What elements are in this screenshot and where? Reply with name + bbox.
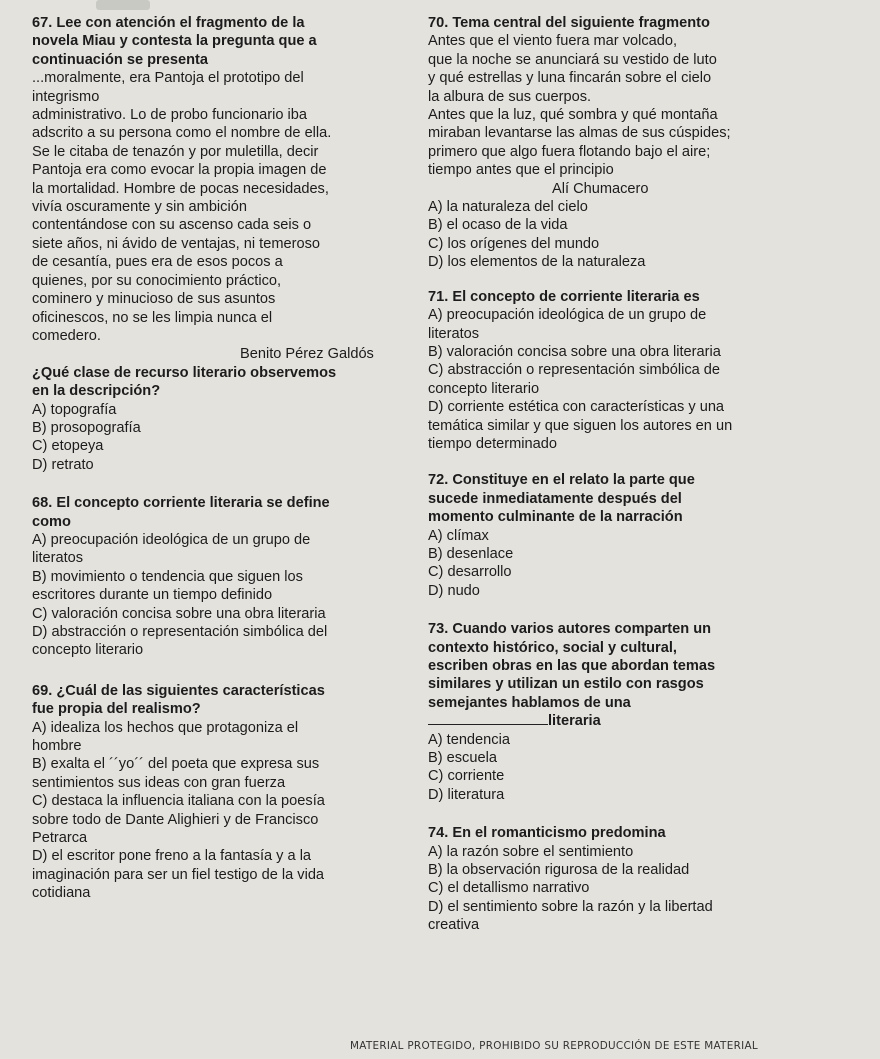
text-line: tiempo determinado (428, 435, 557, 452)
text-line: contentándose con su ascenso cada seis o (32, 217, 312, 234)
answer-option: B) escuela (428, 750, 497, 767)
answer-option: C) abstracción o representación simbólica de (428, 362, 721, 379)
text-line: y qué estrellas y luna fincarán sobre el cielo (428, 70, 712, 87)
text-line: que la noche se anunciará su vestido de luto (428, 51, 717, 68)
text-line: imaginación para ser un fiel testigo de la vida (32, 866, 325, 883)
fill-in-blank (428, 712, 548, 725)
answer-option: B) la observación rigurosa de la realidad (428, 862, 690, 879)
blank-suffix: literaria (548, 713, 601, 730)
left-column (32, 14, 420, 917)
answer-option: B) movimiento o tendencia que siguen los (32, 568, 303, 585)
answer-option: D) el escritor pone freno a la fantasía y a la (32, 848, 312, 865)
text-line: contexto histórico, social y cultural, (428, 639, 677, 656)
answer-option: D) literatura (428, 786, 505, 803)
answer-option: A) preocupación ideológica de un grupo de (428, 307, 707, 324)
text-line: Petrarca (32, 830, 88, 847)
answer-option: D) abstracción o representación simbólica del (32, 624, 328, 640)
text-line: similares y utilizan un estilo con rasgos (428, 676, 704, 693)
answer-option: A) topografía (32, 401, 117, 418)
answer-option: B) desenlace (428, 545, 514, 562)
question-heading: 72. Constituye en el relato la parte que (428, 472, 695, 489)
answer-option: B) el ocaso de la vida (428, 217, 568, 234)
text-line: ...moralmente, era Pantoja el prototipo del (32, 70, 304, 87)
text-line: cotidiana (32, 885, 91, 902)
question-q72 (428, 471, 868, 600)
text-line: vivía oscuramente y sin ambición (32, 199, 247, 216)
answer-option: A) la naturaleza del cielo (428, 199, 588, 216)
answer-option: D) retrato (32, 456, 94, 473)
text-line: semejantes hablamos de una (428, 694, 631, 711)
answer-option: A) clímax (428, 527, 489, 544)
copyright-footer: MATERIAL PROTEGIDO, PROHIBIDO SU REPRODUCCIÓN DE ESTE MATERIAL (350, 1040, 758, 1052)
text-line: Antes que la luz, qué sombra y qué montaña (428, 107, 718, 124)
text-line: siete años, ni ávido de ventajas, ni temeroso (32, 235, 320, 252)
text-line: novela Miau y contesta la pregunta que a (32, 33, 317, 50)
question-q67 (32, 14, 420, 474)
question-heading: 70. Tema central del siguiente fragmento (428, 15, 710, 31)
answer-option: D) nudo (428, 582, 480, 599)
answer-option: A) la razón sobre el sentimiento (428, 843, 634, 860)
text-line: continuación se presenta (32, 51, 208, 68)
text-line: administrativo. Lo de probo funcionario iba (32, 107, 308, 124)
text-line: oficinescos, no se les limpia nunca el (32, 309, 273, 326)
text-line: de cesantía, pues era de esos pocos a (32, 254, 283, 271)
text-line: Se le citaba de tenazón y por muletilla, decir (32, 143, 319, 160)
text-line: escriben obras en las que abordan temas (428, 658, 716, 674)
answer-option: C) el detallismo narrativo (428, 880, 590, 897)
question-q69 (32, 682, 420, 903)
question-q73 (428, 620, 868, 804)
answer-option: B) prosopografía (32, 419, 141, 436)
text-line: Pantoja era como evocar la propia imagen de (32, 162, 327, 179)
answer-option: C) etopeya (32, 438, 104, 455)
text-line: sentimientos sus ideas con gran fuerza (32, 774, 286, 791)
text-line: adscrito a su persona como el nombre de ella. (32, 125, 332, 142)
text-line: integrismo (32, 88, 100, 105)
question-q71 (428, 288, 868, 454)
answer-option: B) exalta el ´´yo´´ del poeta que expresa sus (32, 756, 320, 773)
question-q74 (428, 824, 868, 934)
text-line: quienes, por su conocimiento práctico, (32, 272, 282, 289)
text-line: en la descripción? (32, 383, 161, 400)
text-line: hombre (32, 738, 82, 755)
text-line (428, 712, 868, 730)
text-line: creativa (428, 917, 480, 934)
answer-option: C) desarrollo (428, 564, 512, 581)
answer-option: A) idealiza los hechos que protagoniza el (32, 719, 299, 736)
text-line: concepto literario (32, 642, 144, 659)
answer-option: D) corriente estética con características y una (428, 399, 725, 416)
text-line: primero que algo fuera flotando bajo el aire; (428, 143, 711, 160)
answer-option: B) valoración concisa sobre una obra literaria (428, 343, 721, 360)
right-column (428, 14, 868, 949)
text-line: fue propia del realismo? (32, 701, 201, 718)
question-heading: 74. En el romanticismo predomina (428, 825, 666, 842)
top-stamp-mark (96, 0, 150, 10)
question-heading: 71. El concepto de corriente literaria es (428, 288, 700, 305)
text-line: sobre todo de Dante Alighieri y de Francisco (32, 811, 319, 828)
text-line: la albura de sus cuerpos. (428, 88, 592, 105)
answer-option: D) el sentimiento sobre la razón y la libertad (428, 898, 713, 915)
answer-option: C) destaca la influencia italiana con la poesía (32, 793, 325, 810)
question-heading: 67. Lee con atención el fragmento de la (32, 15, 305, 31)
text-line: concepto literario (428, 380, 540, 397)
text-line: ¿Qué clase de recurso literario observemos (32, 364, 337, 381)
text-line: como (32, 513, 71, 530)
text-line: literatos (32, 550, 84, 567)
question-heading: 68. El concepto corriente literaria se define (32, 495, 330, 512)
text-line: comedero. (32, 327, 101, 344)
answer-option: D) los elementos de la naturaleza (428, 254, 646, 271)
question-q70 (428, 14, 868, 272)
text-line: la mortalidad. Hombre de pocas necesidades, (32, 180, 329, 197)
question-heading: 73. Cuando varios autores comparten un (428, 621, 712, 638)
text-line: escritores durante un tiempo definido (32, 587, 273, 604)
answer-option: C) corriente (428, 768, 505, 785)
text-line: literatos (428, 325, 480, 342)
answer-option: A) tendencia (428, 731, 510, 748)
answer-option: C) valoración concisa sobre una obra literaria (32, 605, 326, 622)
text-line: sucede inmediatamente después del (428, 490, 682, 507)
text-line: tiempo antes que el principio (428, 162, 614, 179)
text-line: temática similar y que siguen los autores en un (428, 417, 733, 434)
answer-option: A) preocupación ideológica de un grupo de (32, 531, 311, 548)
text-line: momento culminante de la narración (428, 509, 683, 526)
author-name: Alí Chumacero (552, 180, 649, 197)
text-line: cominero y minucioso de sus asuntos (32, 291, 276, 308)
text-line: Antes que el viento fuera mar volcado, (428, 33, 678, 50)
answer-option: C) los orígenes del mundo (428, 235, 600, 252)
question-heading: 69. ¿Cuál de las siguientes características (32, 682, 325, 699)
author-name: Benito Pérez Galdós (240, 346, 374, 363)
text-line: miraban levantarse las almas de sus cúspides; (428, 125, 731, 142)
question-q68 (32, 494, 420, 660)
